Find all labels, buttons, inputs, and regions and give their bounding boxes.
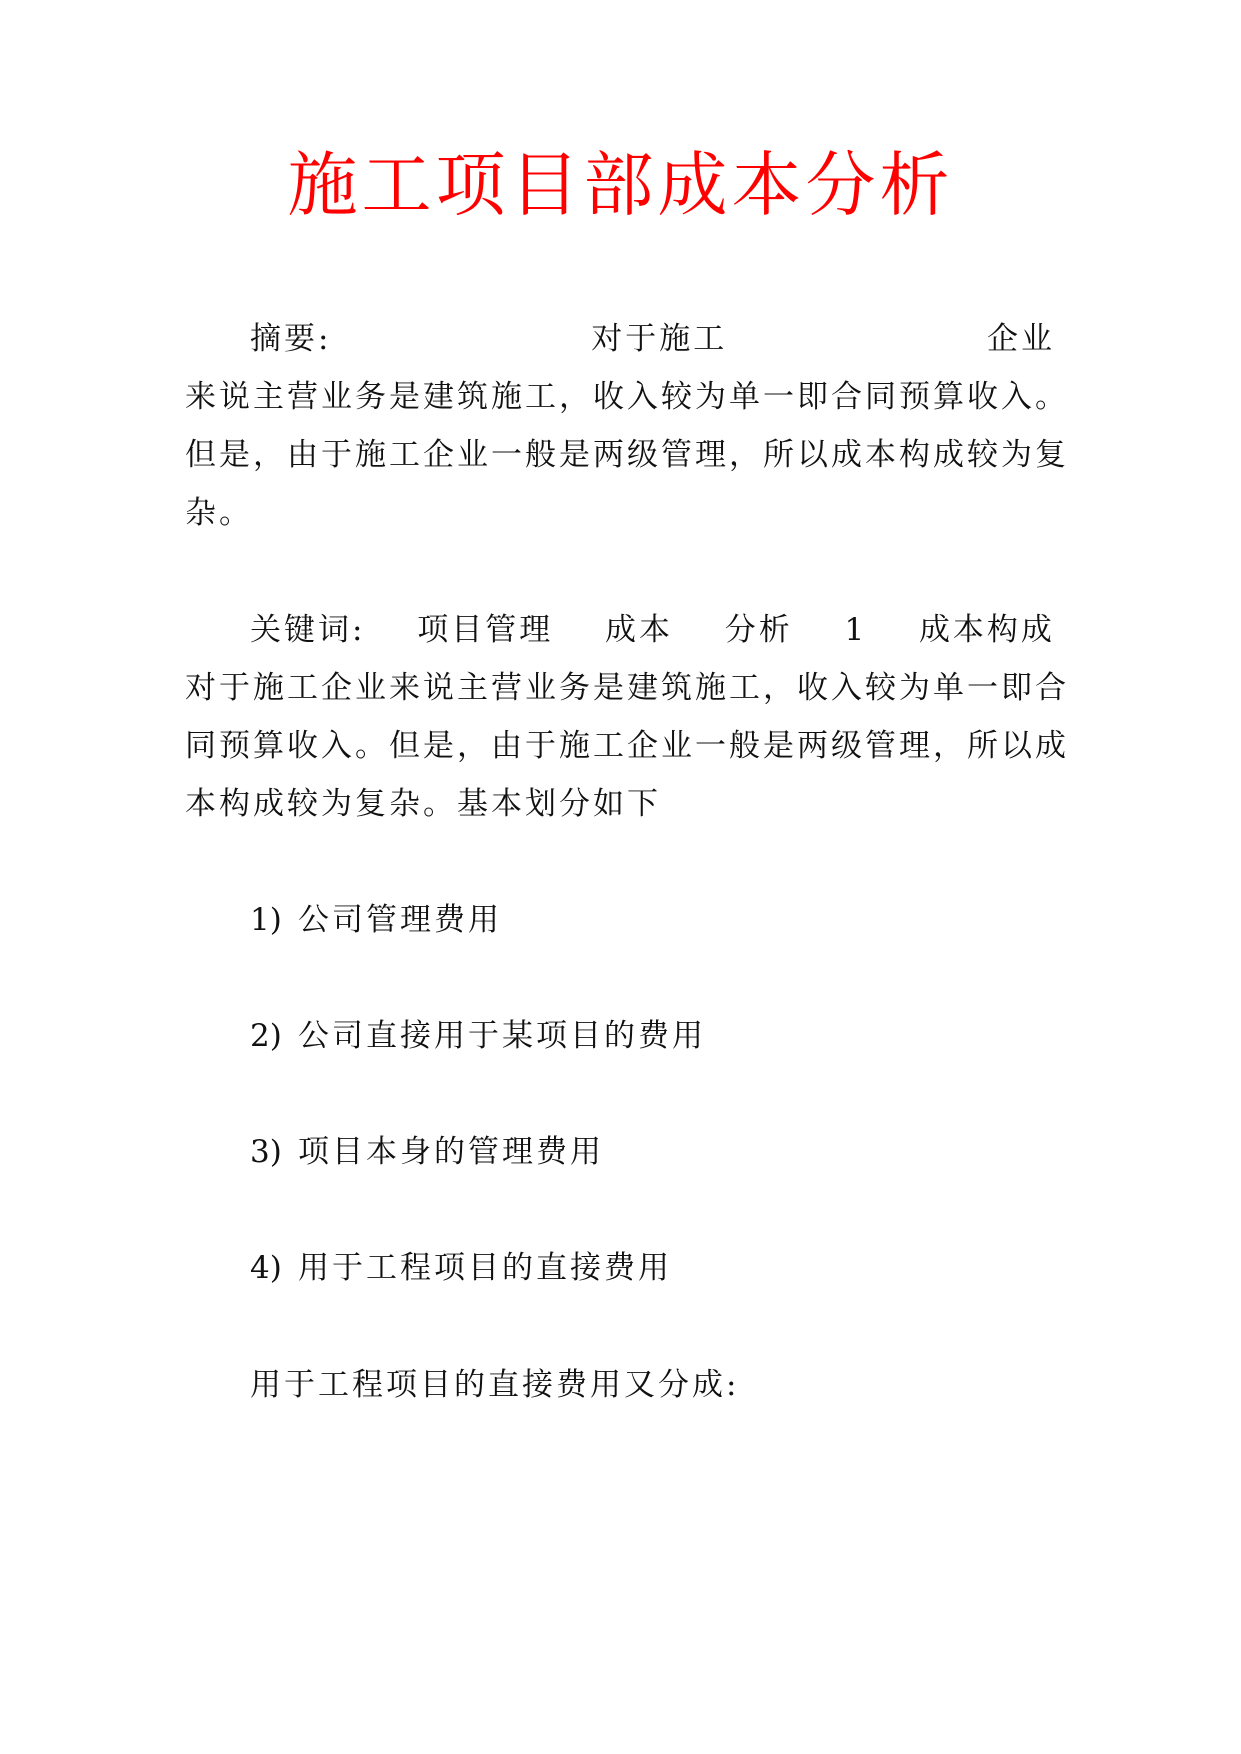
keywords-line-2: 对于施工企业来说主营业务是建筑施工，收入较为单一即合 (185, 670, 1069, 706)
list-item-number: 1) (250, 902, 282, 938)
keywords-line-3: 同预算收入。但是，由于施工企业一般是两级管理，所以成 (185, 728, 1069, 764)
abstract-line-1 (250, 319, 1055, 359)
list-item-text: 项目本身的管理费用 (298, 1134, 604, 1170)
document-title: 施工项目部成本分析 (287, 144, 954, 226)
list-item-text: 用于工程项目的直接费用 (298, 1250, 672, 1286)
abstract-text-part: 对于施工 (591, 321, 728, 357)
keywords-label: 关键词: (250, 612, 366, 648)
list-item-number: 4) (250, 1250, 282, 1286)
list-item-number: 2) (250, 1018, 282, 1054)
list-item (250, 900, 1055, 940)
keyword: 分析 (724, 612, 793, 648)
list-item-number: 3) (250, 1134, 282, 1170)
keyword: 成本 (604, 612, 673, 648)
list-item (250, 1132, 1055, 1172)
abstract-line-3: 但是，由于施工企业一般是两级管理，所以成本构成较为复 (185, 437, 1069, 473)
list-item (250, 1248, 1055, 1288)
keyword: 项目管理 (417, 612, 554, 648)
list-item-text: 公司管理费用 (298, 902, 502, 938)
list-item (250, 1016, 1055, 1056)
keywords-line-1 (250, 610, 1055, 650)
closing-line: 用于工程项目的直接费用又分成: (250, 1367, 740, 1403)
keywords-line-4: 本构成较为复杂。基本划分如下 (185, 786, 661, 822)
abstract-label: 摘要: (250, 321, 332, 357)
abstract-text-part: 企业 (986, 321, 1055, 357)
section-number: 1 (844, 612, 868, 648)
abstract-line-2: 来说主营业务是建筑施工，收入较为单一即合同预算收入。 (185, 379, 1069, 415)
list-item-text: 公司直接用于某项目的费用 (298, 1018, 706, 1054)
abstract-line-4: 杂。 (185, 495, 253, 531)
section-heading: 成本构成 (918, 612, 1055, 648)
